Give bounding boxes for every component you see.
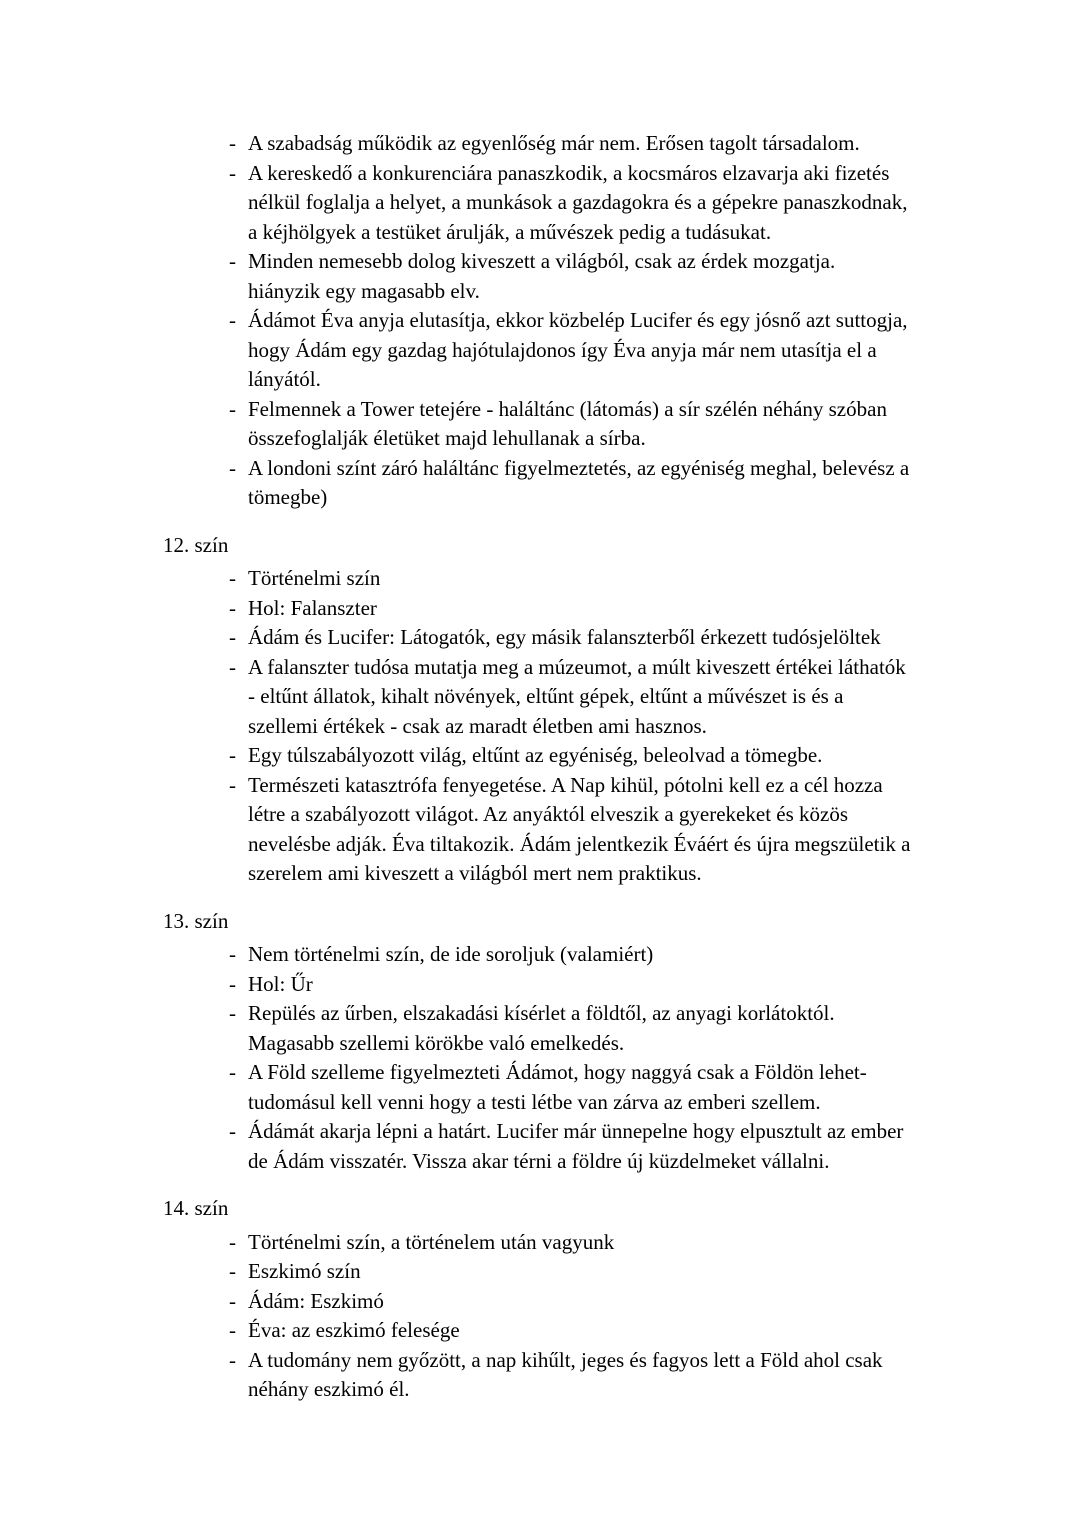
text-line: Éva: az eszkimó felesége bbox=[248, 1318, 460, 1342]
list-item bbox=[229, 1228, 960, 1258]
text-line: A szabadság működik az egyenlőség már nem. Erősen tagolt társadalom. bbox=[248, 131, 860, 155]
list-item bbox=[229, 653, 960, 742]
bullet-dash: - bbox=[229, 1229, 236, 1254]
list-item bbox=[229, 129, 960, 159]
scene-12-bullet-list bbox=[163, 564, 960, 889]
text-line: összefoglalják életüket majd lehullanak a sírba. bbox=[248, 426, 646, 450]
list-item bbox=[229, 623, 960, 653]
text-line: hiányzik egy magasabb elv. bbox=[248, 278, 480, 303]
text-line: A Föld szelleme figyelmezteti Ádámot, hogy naggyá csak a Földön lehet- bbox=[248, 1060, 867, 1084]
section-heading-scene-12: 12. szín bbox=[163, 532, 229, 557]
text-line: - eltűnt állatok, kihalt növények, eltűnt gépek, eltűnt a művészet is és a bbox=[248, 684, 844, 708]
list-item bbox=[229, 940, 960, 970]
text-line: Természeti katasztrófa fenyegetése. A Nap kihül, pótolni kell ez a cél hozza bbox=[248, 772, 883, 797]
text-line: Történelmi szín, a történelem után vagyunk bbox=[248, 1229, 615, 1254]
text-line: de Ádám visszatér. Vissza akar térni a földre új küzdelmeket vállalni. bbox=[248, 1148, 830, 1173]
list-item bbox=[229, 454, 960, 513]
bullet-dash: - bbox=[229, 971, 236, 996]
text-line: lányától. bbox=[248, 367, 321, 391]
bullet-dash: - bbox=[229, 308, 236, 332]
text-line: tudomásul kell venni hogy a testi létbe van zárva az emberi szellem. bbox=[248, 1089, 821, 1114]
text-line: Történelmi szín bbox=[248, 566, 381, 590]
scene-14-bullet-list bbox=[163, 1228, 960, 1405]
list-item bbox=[229, 306, 960, 395]
text-line: A falanszter tudósa mutatja meg a múzeumot, a múlt kiveszett értékei láthatók bbox=[248, 654, 906, 679]
list-item bbox=[229, 564, 960, 594]
text-line: Ádámát akarja lépni a határt. Lucifer már ünnepelne hogy elpusztult az ember bbox=[248, 1119, 904, 1143]
bullet-dash: - bbox=[229, 1318, 236, 1342]
text-line: A tudomány nem győzött, a nap kihűlt, jeges és fagyos lett a Föld ahol csak bbox=[248, 1347, 883, 1372]
text-line: tömegbe) bbox=[248, 485, 328, 509]
list-item bbox=[229, 1287, 960, 1317]
bullet-dash: - bbox=[229, 654, 236, 679]
bullet-dash: - bbox=[229, 1060, 236, 1084]
text-line: Felmennek a Tower tetejére - haláltánc (látomás) a sír szélén néhány szóban bbox=[248, 396, 887, 421]
bullet-dash: - bbox=[229, 942, 236, 966]
section-heading-scene-13: 13. szín bbox=[163, 908, 229, 933]
bullet-dash: - bbox=[229, 1288, 236, 1313]
text-line: Hol: Űr bbox=[248, 971, 313, 996]
text-line: Repülés az űrben, elszakadási kísérlet a földtől, az anyagi korlátoktól. bbox=[248, 1001, 835, 1025]
list-item bbox=[229, 1346, 960, 1405]
list-item bbox=[229, 1316, 960, 1346]
text-line: Ádám: Eszkimó bbox=[248, 1288, 384, 1313]
bullet-dash: - bbox=[229, 131, 236, 155]
text-line: nevelésbe adják. Éva tiltakozik. Ádám jelentkezik Éváért és újra megszületik a bbox=[248, 831, 911, 856]
bullet-dash: - bbox=[229, 625, 236, 649]
bullet-dash: - bbox=[229, 743, 236, 767]
bullet-dash: - bbox=[229, 1001, 236, 1025]
list-item bbox=[229, 594, 960, 624]
text-line: nélkül foglalja a helyet, a munkások a gazdagokra és a gépekre panaszkodnak, bbox=[248, 190, 908, 214]
list-item bbox=[229, 159, 960, 248]
list-item bbox=[229, 741, 960, 771]
list-item bbox=[229, 771, 960, 889]
bullet-dash: - bbox=[229, 595, 236, 620]
bullet-dash: - bbox=[229, 772, 236, 797]
section-heading-scene-14: 14. szín bbox=[163, 1196, 229, 1220]
text-line: Egy túlszabályozott világ, eltűnt az egyéniség, beleolvad a tömegbe. bbox=[248, 743, 823, 767]
bullet-dash: - bbox=[229, 160, 236, 185]
bullet-dash: - bbox=[229, 1347, 236, 1372]
bullet-dash: - bbox=[229, 396, 236, 421]
text-line: Ádám és Lucifer: Látogatók, egy másik falanszterből érkezett tudósjelöltek bbox=[248, 625, 881, 649]
list-item bbox=[229, 999, 960, 1058]
text-line: néhány eszkimó él. bbox=[248, 1377, 410, 1401]
text-line: Nem történelmi szín, de ide soroljuk (valamiért) bbox=[248, 942, 654, 966]
text-line: Magasabb szellemi körökbe való emelkedés. bbox=[248, 1030, 625, 1055]
text-line: hogy Ádám egy gazdag hajótulajdonos így Éva anyja már nem utasítja el a bbox=[248, 337, 877, 362]
list-item bbox=[229, 1257, 960, 1287]
bullet-dash: - bbox=[229, 249, 236, 273]
list-item bbox=[229, 1117, 960, 1176]
text-line: Minden nemesebb dolog kiveszett a világból, csak az érdek mozgatja. bbox=[248, 249, 836, 273]
text-line: szerelem ami kiveszett a világból mert nem praktikus. bbox=[248, 861, 702, 885]
text-line: Hol: Falanszter bbox=[248, 595, 377, 620]
bullet-dash: - bbox=[229, 455, 236, 480]
scene-13-bullet-list bbox=[163, 940, 960, 1176]
list-item bbox=[229, 1058, 960, 1117]
bullet-dash: - bbox=[229, 1259, 236, 1283]
intro-bullet-list bbox=[163, 129, 960, 513]
text-line: szellemi értékek - csak az maradt életben ami hasznos. bbox=[248, 713, 707, 738]
list-item bbox=[229, 970, 960, 1000]
text-line: létre a szabályozott világot. Az anyáktól elveszik a gyerekeket és közös bbox=[248, 802, 849, 826]
bullet-dash: - bbox=[229, 1119, 236, 1143]
bullet-dash: - bbox=[229, 566, 236, 590]
text-line: Ádámot Éva anyja elutasítja, ekkor közbelép Lucifer és egy jósnő azt suttogja, bbox=[248, 308, 908, 332]
text-line: a kéjhölgyek a testüket árulják, a művészek pedig a tudásukat. bbox=[248, 219, 772, 244]
list-item bbox=[229, 247, 960, 306]
list-item bbox=[229, 395, 960, 454]
text-line: Eszkimó szín bbox=[248, 1259, 361, 1283]
text-line: A kereskedő a konkurenciára panaszkodik, a kocsmáros elzavarja aki fizetés bbox=[248, 160, 890, 185]
text-line: A londoni színt záró haláltánc figyelmeztetés, az egyéniség meghal, belevész a bbox=[248, 455, 910, 480]
